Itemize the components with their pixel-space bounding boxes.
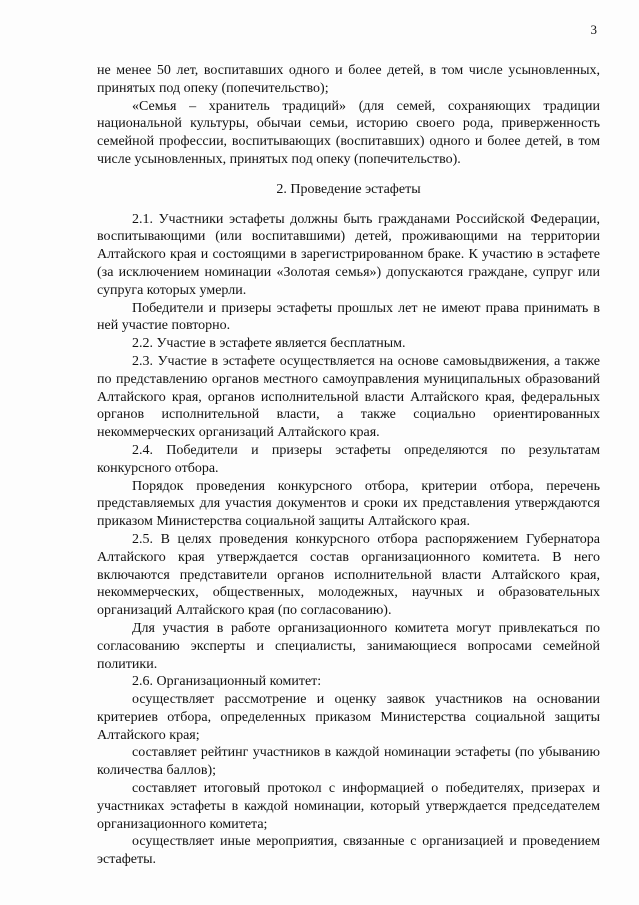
document-body <box>97 62 600 869</box>
paragraph-2-4: 2.4. Победители и призеры эстафеты определяются по результатам конкурсного отбора. <box>97 442 600 476</box>
paragraph-2-6: 2.6. Организационный комитет: <box>132 674 322 690</box>
paragraph-2-5-experts: Для участия в работе организационного комитета могут привлекаться по согласованию эксперты и специалисты, занимающиеся вопросами семейной политики. <box>97 620 600 672</box>
paragraph-2-1: 2.1. Участники эстафеты должны быть гражданами Российской Федерации, воспитывающими (или воспитавшими) детей, проживающими на территории Алтайского края и состоящими в зарегистрированном браке. К участию в эстафете (за исключением номинации «Золотая семья») допускаются граждане, супруг или супруга которых умерли. <box>97 211 600 298</box>
paragraph-2-6-item-d: осуществляет иные мероприятия, связанные с организацией и проведением эстафеты. <box>97 834 600 868</box>
paragraph-2-4-procedure: Порядок проведения конкурсного отбора, критерии отбора, перечень представляемых для участия документов и сроки их представления утверждаются приказом Министерства социальной защиты Алтайского края. <box>97 478 600 530</box>
page-number: 3 <box>590 22 597 37</box>
paragraph-2-2: 2.2. Участие в эстафете является бесплатным. <box>132 336 406 352</box>
section-heading: 2. Проведение эстафеты <box>276 181 421 197</box>
paragraph-continuation: не менее 50 лет, воспитавших одного и более детей, в том числе усыновленных, принятых под опеку (попечительство); <box>97 63 600 96</box>
paragraph-2-5: 2.5. В целях проведения конкурсного отбора распоряжением Губернатора Алтайского края утверждается состав организационного комитета. В него включаются представители органов исполнительной власти Алтайского края, некоммерческих, общественных, молодежных, научных и образовательных организаций Алтайского края (по согласованию). <box>97 531 600 619</box>
paragraph-2-6-item-c: составляет итоговый протокол с информацией о победителях, призерах и участниках эстафеты в каждой номинации, который утверждается председателем организационного комитета; <box>97 781 600 832</box>
paragraph-2-6-item-a: осуществляет рассмотрение и оценку заявок участников на основании критериев отбора, определенных приказом Министерства социальной защиты Алтайского края; <box>97 692 600 743</box>
paragraph-2-6-item-b: составляет рейтинг участников в каждой номинации эстафеты (по убыванию количества баллов); <box>97 745 600 779</box>
paragraph-nomination-tradition: «Семья – хранитель традиций» (для семей, сохраняющих традиции национальной культуры, обычаи семьи, историю своего рода, приверженность семейной профессии, воспитывающих (воспитавших) одного и более детей, в том числе усыновленных, принятых под опеку (попечительство). <box>97 98 600 167</box>
paragraph-2-3: 2.3. Участие в эстафете осуществляется на основе самовыдвижения, а также по представлению органов местного самоуправления муниципальных образований Алтайского края, органов исполнительной власти Алтайского края, федеральных органов исполнительной власти, а также социально ориентированных некоммерческих организаций Алтайского края. <box>97 353 600 441</box>
paragraph-2-1-winners: Победители и призеры эстафеты прошлых лет не имеют права принимать в ней участие повторно. <box>97 300 600 334</box>
